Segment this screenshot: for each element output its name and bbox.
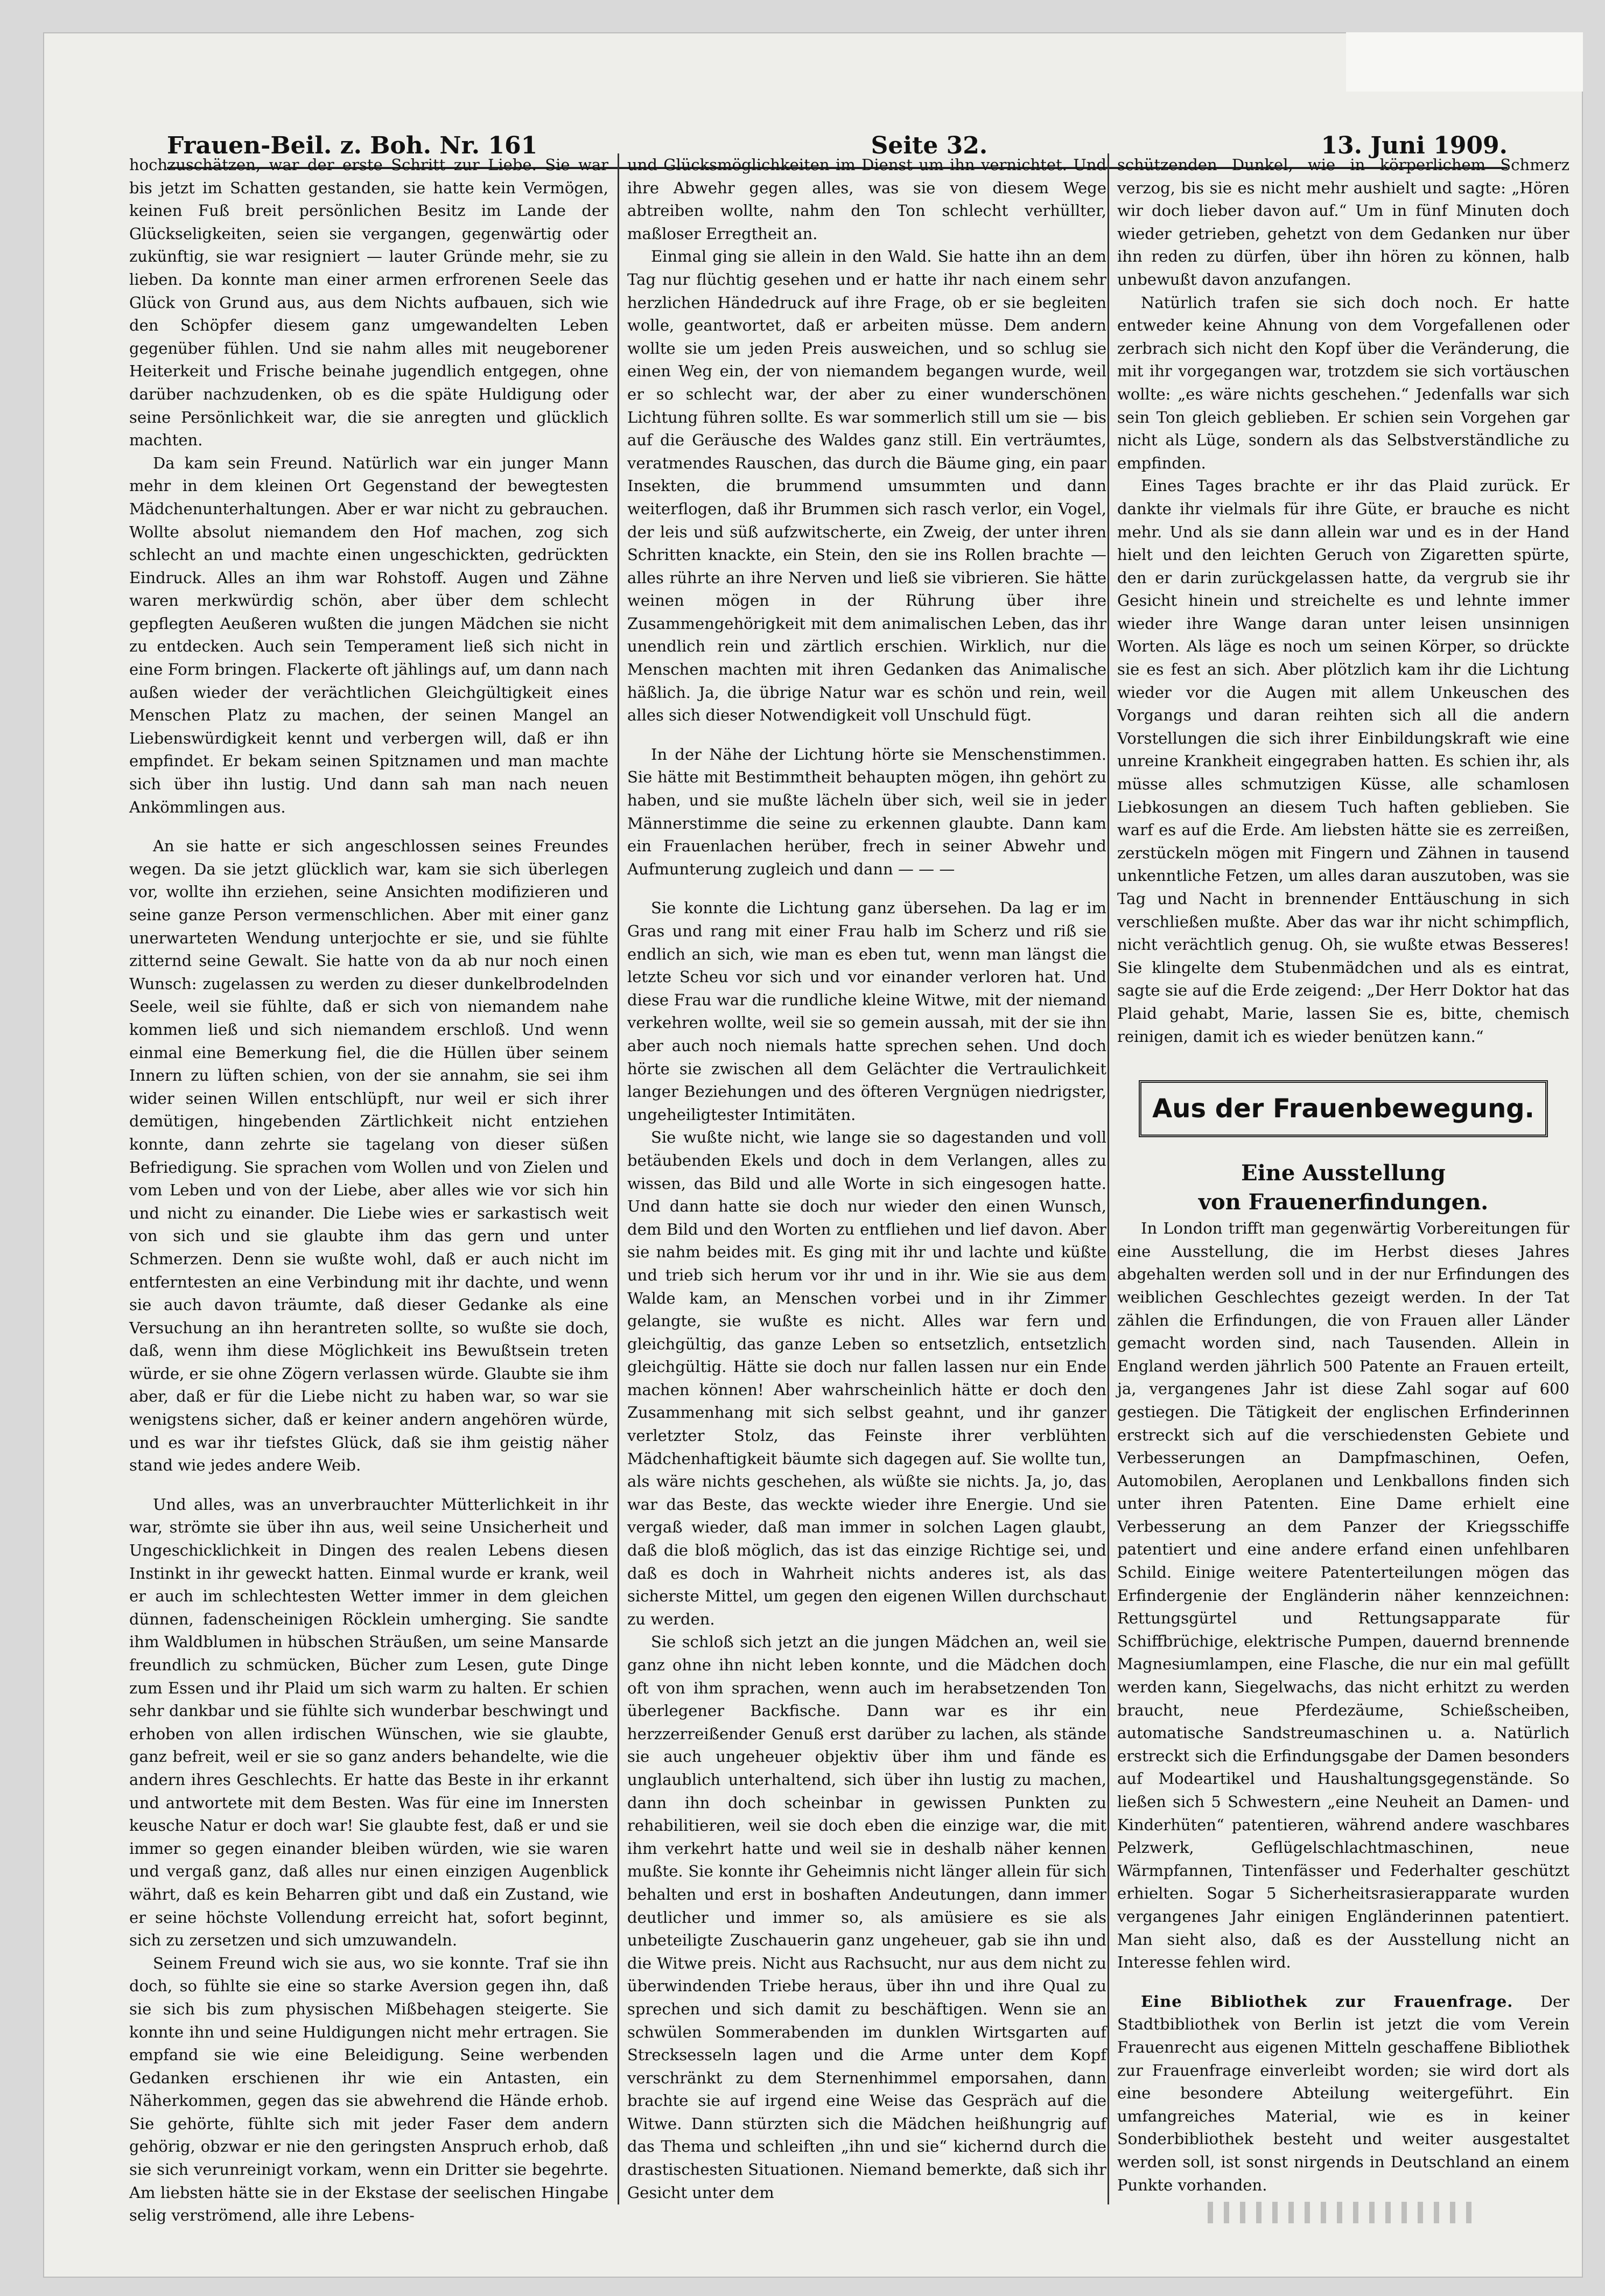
paragraph: Einmal ging sie allein in den Wald. Sie hatte ihn an dem Tag nur flüchtig gesehen und er hatte ihr nach einem sehr herzlichen Händedruck auf ihre Frage, ob er sie begleiten wolle, geantwortet, daß er arbeiten müsse. Dem andern wollte sie um jeden Preis ausweichen, und so schlug sie einen Weg ein, der von niemandem begangen wurde, weil er so schlecht war, der aber zu einer wunderschönen Lichtung führen sollte. Es war sommerlich still um sie — bis auf die Geräusche des Waldes ganz still. Ein verträumtes, veratmendes Rauschen, das durch die Bäume ging, ein paar Insekten, die brummend umsummten und dann weiterflogen, daß ihr Brummen sich rasch verlor, ein Vogel, der leis und süß aufzwitscherte, ein Zweig, der unter ihren Schritten knackte, ein Stein, den sie ins Rollen brachte — alles rührte an ihre Nerven und ließ sie vibrieren. Sie hätte weinen mögen in der Rührung über ihre Zusammengehörigkeit mit dem animalischen Leben, das ihr unendlich rein und zärtlich erschien. Wirklich, nur die Menschen machten mit ihren Gedanken das Animalische häßlich. Ja, die übrige Natur war es schön und rein, weil alles sich dieser Notwendigkeit voll Unschuld fügt. (627, 247, 1106, 725)
section-heading-box (1139, 1080, 1548, 1137)
article-body-2 (1117, 1990, 1569, 2196)
paragraph: Und alles, was an unverbrauchter Mütterlichkeit in ihr war, strömte sie über ihn aus, weil seine Unsicherheit und Ungeschicklichkeit in Dingen des realen Lebens diesen Instinkt in ihr geweckt hatten. Einmal wurde er krank, weil er auch im schlechtesten Wetter immer in dem gleichen dünnen, fadenscheinigen Röcklein umherging. Sie sandte ihm Waldblumen in hübschen Sträußen, um seine Mansarde freundlich zu schmücken, Bücher zum Lesen, gute Dinge zum Essen und ihr Plaid um sich warm zu halten. Er schien sehr dankbar und sie fühlte sich wunderbar beschwingt und erhoben von allen irdischen Wünschen, wie sie glaubte, ganz befreit, weil er sie so ganz anders behandelte, wie die andern ihres Geschlechts. Er hatte das Beste in ihr erkannt und antwortete mit dem Besten. Was für eine im Innersten keusche Natur er doch war! Sie glaubte fest, daß er und sie immer so gegen einander bleiben würden, wie sie waren und vergaß ganz, daß alles nur einen einzigen Augenblick währt, daß es kein Beharren gibt und daß ein Zustand, wie er seine höchste Vollendung erreicht hat, sofort beginnt, sich zu zersetzen und sich umzuwandeln. (129, 1495, 608, 1950)
column-2 (627, 153, 1106, 2204)
article-body: In London trifft man gegenwärtig Vorbereitungen für eine Ausstellung, die im Herbst dieses Jahres abgehalten werden soll und in der nur Erfindungen des weiblichen Geschlechtes gezeigt werden. In der Tat zählen die Erfindungen, die von Frauen aller Länder gemacht worden sind, nach Tausenden. Allein in England werden jährlich 500 Patente an Frauen erteilt, ja, vergangenes Jahr ist diese Zahl sogar auf 600 gestiegen. Die Tätigkeit der englischen Erfinderinnen erstreckt sich auf die verschiedensten Gebiete und Verbesserungen an Dampfmaschinen, Oefen, Automobilen, Aeroplanen und Lenkballons finden sich unter ihren Patenten. Eine Dame erhielt eine Verbesserung an dem Panzer der Kriegsschiffe patentiert und eine andere erfand einen unfehlbaren Schild. Einige weitere Patenterteilungen mögen das Erfindergenie der Engländerin näher kennzeichnen: Rettungsgürtel und Rettungsapparate für Schiffbrüchige, elektrische Pumpen, dauernd brennende Magnesiumlampen, eine Flasche, die nur ein mal gefüllt werden kann, Siegelwachs, das nicht erhitzt zu werden braucht, neue Pferdezäume, Schießscheiben, automatische Sandstreumaschinen u. a. Natürlich erstreckt sich die Erfindungsgabe der Damen besonders auf Modeartikel und Haushaltungsgegenstände. So ließen sich 5 Schwestern „eine Neuheit an Damen- und Kinderhüten“ patentieren, während andere waschbares Pelzwerk, Geflügelschlachtmaschinen, neue Wärmpfannen, Tintenfässer und Federhalter geschützt erhielten. Sogar 5 Sicherheitsrasierapparate wurden vergangenes Jahr einigen Engländerinnen patentiert. Man sieht also, daß es der Ausstellung nicht an Interesse fehlen wird. (1117, 1219, 1569, 1972)
paragraph: Sie wußte nicht, wie lange sie so dagestanden und voll betäubenden Ekels und doch in dem Verlangen, alles zu wissen, das Bild und alle Worte in sich eingesogen hatte. Und dann hatte sie doch nur wieder den einen Wunsch, dem Bild und den Worten zu entfliehen und lief davon. Aber sie nahm beides mit. Es ging mit ihr und lachte und küßte und trieb sich herum vor ihr und in ihr. Wie sie aus dem Walde kam, an Menschen vorbei und in ihr Zimmer gelangte, sie wußte es nicht. Alles war fern und gleichgültig, das ganze Leben so entsetzlich, entsetzlich gleichgültig. Hätte sie doch nur fallen lassen nur ein Ende machen können! Aber wahrscheinlich hätte er doch den Zusammenhang mit sich selbst geahnt, und ihr ganzer verletzter Stolz, das Feinste ihrer verblühten Mädchenhaftigkeit bäumte sich dagegen auf. Sie wollte tun, als wäre nichts geschehen, als wüßte sie nichts. Ja, jo, das war das Beste, das weckte wieder ihre Energie. Und sie vergaß wieder, daß man immer in solchen Lagen glaubt, daß die bloß möglich, das ist das einzige Richtige sei, und daß es doch in Wahrheit nichts anderes ist, als das sicherste Mittel, um gegen den eigenen Willen durchschaut zu werden. (627, 1128, 1106, 1628)
print-smudge (1208, 2202, 1479, 2223)
paragraph: schützenden Dunkel, wie in körperlichem Schmerz verzog, bis sie es nicht mehr aushielt und sagte: „Hören wir doch lieber davon auf.“ Um in fünf Minuten doch wieder getrieben, gehetzt von dem Gedanken nur über ihn reden zu dürfen, über ihn hören zu können, halb unbewußt davon anzufangen. (1117, 156, 1569, 289)
column-rule-2 (1108, 153, 1109, 2204)
article-headline: Eine Ausstellung (1241, 1160, 1446, 1186)
paragraph: An sie hatte er sich angeschlossen seines Freundes wegen. Da sie jetzt glücklich war, kam sie sich überlegen vor, wollte ihn erziehen, seine Ansichten modifizieren und seine ganze Person vermenschlichen. Aber mit einer ganz unerwarteten Wendung unterjochte er sie, und sie fühlte zitternd seine Gewalt. Sie hatte von da ab nur noch einen Wunsch: zugelassen zu werden zu dieser dunkelbrodelnden Seele, weil sie fühlte, daß er sich von niemandem nahe kommen ließ und sich niemandem erschloß. Und wenn einmal eine Bemerkung fiel, die die Hüllen über seinem Innern zu lüften schien, von der sie annahm, sie sei ihm wider seinen Willen entschlüpft, nur weil er sich ihrer demütigen, hingebenden Zärtlichkeit nicht entziehen konnte, dann zehrte sie tagelang von dieser süßen Befriedigung. Sie sprachen vom Wollen und von Zielen und vom Leben und von der Liebe, aber alles wie vor sich hin und nicht zu einander. Die Liebe wies er sarkastisch weit von sich und sie glaubte ihm das gern und unter Schmerzen. Denn sie wußte wohl, daß er auch nicht im entferntesten an eine Verbindung mit ihr dachte, und wenn sie auch davon träumte, daß dieser Gedanke als eine Versuchung an ihn herantreten sollte, so wußte sie doch, daß, wenn ihm diese Möglichkeit ins Bewußtsein treten würde, er sie ohne Zögern verlassen würde. Glaubte sie ihm aber, daß er für die Liebe nicht zu haben war, so war sie wenigstens sicher, daß er keiner andern angehören würde, und es war ihr tiefstes Glück, daß sie ihm geistig näher stand wie jedes andere Weib. (129, 837, 608, 1475)
paragraph: Sie konnte die Lichtung ganz übersehen. Da lag er im Gras und rang mit einer Frau halb im Scherz und riß sie endlich an sich, wie man es eben tut, wenn man längst die letzte Scheu vor sich und vor einander verloren hat. Und diese Frau war die rundliche kleine Witwe, mit der niemand verkehren wollte, weil sie so gemein aussah, mit der sie ihn aber auch noch niemals hatte sprechen sehen. Und doch hörte sie zwischen all dem Gelächter die Vertraulichkeit langer Beziehungen und des öfteren Vergnügen niedrigster, ungeheiligtester Intimitäten. (627, 899, 1106, 1124)
article-subheadline: von Frauenerfindungen. (1198, 1189, 1489, 1215)
paragraph: Seinem Freund wich sie aus, wo sie konnte. Traf sie ihn doch, so fühlte sie eine so starke Aversion gegen ihn, daß sie sich bis zum physischen Mißbehagen steigerte. Sie konnte ihn und seine Huldigungen nicht mehr ertragen. Sie empfand sie wie eine Beleidigung. Seine werbenden Gedanken erschienen ihr wie ein Antasten, ein Näherkommen, gegen das sie abwehrend die Hände erhob. Sie gehörte, fühlte sich mit jeder Faser dem andern gehörig, obzwar er nie den geringsten Anspruch erhob, daß sie sich verunreinigt vorkam, wenn ein Dritter sie begehrte. Am liebsten hätte sie in der Ekstase der seelischen Hingabe selig verströmend, alle ihre Lebens- (129, 1954, 608, 2225)
paragraph: Da kam sein Freund. Natürlich war ein junger Mann mehr in dem kleinen Ort Gegenstand der bewegtesten Mädchenunterhaltungen. Aber er war nicht zu gebrauchen. Wollte absolut niemandem den Hof machen, zog sich schlecht an und machte einen ungeschickten, gedrückten Eindruck. Alles an ihm war Rohstoff. Augen und Zähne waren merkwürdig schön, aber über dem schlecht gepflegten Aeußeren wußten die jungen Mädchen sie nicht zu entdecken. Auch sein Temperament ließ sich nicht in eine Form bringen. Flackerte oft jählings auf, um dann nach außen wieder der verächtlichen Gleichgültigkeit eines Menschen Platz zu machen, der seinen Mangel an Liebenswürdigkeit kennt und verbergen will, daß er ihn empfindet. Er bekam seinen Spitznamen und man machte sich über ihn lustig. Und dann sah man nach neuen Ankömmlingen aus. (129, 453, 608, 816)
paragraph: Natürlich trafen sie sich doch noch. Er hatte entweder keine Ahnung von dem Vorgefallenen oder zerbrach sich nicht den Kopf über die Veränderung, die mit ihr vorgegangen war, trotzdem sie sich vortäuschen wollte: „es wäre nichts geschehen.“ Jedenfalls war sich sein Ton gleich geblieben. Er schien sein Vorgehen gar nicht als Lüge, sondern als das Selbstverständliche zu empfinden. (1117, 293, 1569, 472)
section-title: Aus der Frauenbewegung. (1152, 1094, 1534, 1124)
column-rule-1 (618, 153, 619, 2204)
header-date: 13. Juni 1909. (1321, 131, 1508, 159)
header-page-number: Seite 32. (871, 131, 988, 159)
article-inline-title: Eine Bibliothek zur Frauenfrage. (1141, 1992, 1513, 2011)
paragraph: hochzuschätzen, war der erste Schritt zur Liebe. Sie war bis jetzt im Schatten gestanden, sie hatte kein Vermögen, keinen Fuß breit persönlichen Besitz im Lande der Glückseligkeiten, seien sie vergangen, gegenwärtig oder zukünftig, sie war resigniert — lauter Gründe mehr, sie zu lieben. Da konnte man einer armen erfrorenen Seele das Glück von Grund aus, aus dem Nichts aufbauen, sich wie den Schöpfer diesem ganz umgewandelten Leben gegenüber fühlen. Und sie nahm alles mit neugeborener Heiterkeit und Frische beinahe jugendlich entgegen, ohne darüber nachzudenken, ob es die späte Huldigung oder seine Persönlichkeit war, die sie anregten und glücklich machten. (129, 156, 608, 450)
column-1 (129, 153, 608, 2225)
torn-corner (1346, 32, 1583, 92)
column-3 (1117, 153, 1569, 2204)
article-text: Der Stadtbibliothek von Berlin ist jetzt die vom Verein Frauenrecht aus eigenen Mitteln geschaffene Bibliothek zur Frauenfrage einverleibt worden; sie wird dort als eine besondere Abteilung weitergeführt. Ein umfangreiches Material, wie es in keiner Sonderbibliothek besteht und weiter ausgestaltet werden soll, ist sonst nirgends in Deutschland an einem Punkte vorhanden. (1117, 1992, 1569, 2194)
paragraph: In der Nähe der Lichtung hörte sie Menschenstimmen. Sie hätte mit Bestimmtheit behaupten mögen, ihn gehört zu haben, und sie mußte lächeln über sich, weil sie in jeder Männerstimme die seine zu erkennen glaubte. Dann kam ein Frauenlachen herüber, frech in seiner Abwehr und Aufmunterung zugleich und dann — — — (627, 745, 1106, 878)
header-issue: Frauen-Beil. z. Boh. Nr. 161 (167, 131, 538, 159)
paragraph: Sie schloß sich jetzt an die jungen Mädchen an, weil sie ganz ohne ihn nicht leben konnte, und die Mädchen doch oft von ihm sprachen, wenn auch im herabsetzenden Ton überlegener Backfische. Dann war es ihr ein herzzerreißender Genuß erst darüber zu lachen, als stände sie auch ungeheuer objektiv über ihm und fände es unglaublich unterhaltend, sich über ihn lustig zu machen, dann ihn doch scheinbar in gewissen Punkten zu rehabilitieren, weil sie doch eben die einzige war, die mit ihm verkehrt hatte und weil sie in deshalb näher kennen mußte. Sie konnte ihr Geheimnis nicht länger allein für sich behalten und erst in boshaften Andeutungen, dann immer deutlicher und immer so, als amüsiere es sie als unbeteiligte Zuschauerin ganz ungeheuer, gab sie ihn und die Witwe preis. Nicht aus Rachsucht, nur aus dem nicht zu überwindenden Triebe heraus, über ihn und ihre Qual zu sprechen und sich damit zu beschäftigen. Wenn sie an schwülen Sommerabenden im dunklen Wirtsgarten auf Strecksesseln lagen und die Arme unter dem Kopf verschränkt zu dem Sternenhimmel emporsahen, dann brachte sie auf irgend eine Weise das Gespräch auf die Witwe. Dann stürzten sich die Mädchen heißhungrig auf das Thema und schleiften „ihn und sie“ kichernd durch die drastischesten Situationen. Niemand bemerkte, daß sich ihr Gesicht unter dem (627, 1633, 1106, 2202)
paragraph: Eines Tages brachte er ihr das Plaid zurück. Er dankte ihr vielmals für ihre Güte, er brauche es nicht mehr. Und als sie dann allein war und es in der Hand hielt und den leichten Geruch von Zigaretten spürte, den er darin zurückgelassen hatte, da vergrub sie ihr Gesicht hinein und streichelte es und lehnte immer wieder ihre Wange daran unter leisen unsinnigen Worten. Als läge es noch um seinen Körper, so drückte sie es fest an sich. Aber plötzlich kam ihr die Lichtung wieder vor die Augen mit allem Unkeuschen des Vorgangs und daran reihten sich all die andern Vorstellungen die sich ihrer Einbildungskraft wie eine unreine Krankheit eingegraben hatten. Es schien ihr, als müsse alles schmutzigen Küsse, alle schamlosen Liebkosungen an diesem Tuch haften geblieben. Sie warf es auf die Erde. Am liebsten hätte sie es zerreißen, zerstückeln mögen mit Fingern und Zähnen in tausend unkenntliche Fetzen, um alles daran auszutoben, was sie Tag und Nacht in brennender Enttäuschung in sich verschließen mußte. Aber das war ihr nicht schimpflich, nicht verächtlich genug. Oh, sie wußte etwas Besseres! Sie klingelte dem Stubenmädchen und als es eintrat, sagte sie auf die Erde zeigend: „Der Herr Doktor hat das Plaid gehabt, Marie, lassen Sie es, bitte, chemisch reinigen, damit ich es wieder benützen kann.“ (1117, 477, 1569, 1046)
paragraph: und Glücksmöglichkeiten im Dienst um ihn vernichtet. Und ihre Abwehr gegen alles, was sie von diesem Wege abtreiben wollte, nahm den Ton schlecht verhüllter, maßloser Erregtheit an. (627, 156, 1106, 243)
